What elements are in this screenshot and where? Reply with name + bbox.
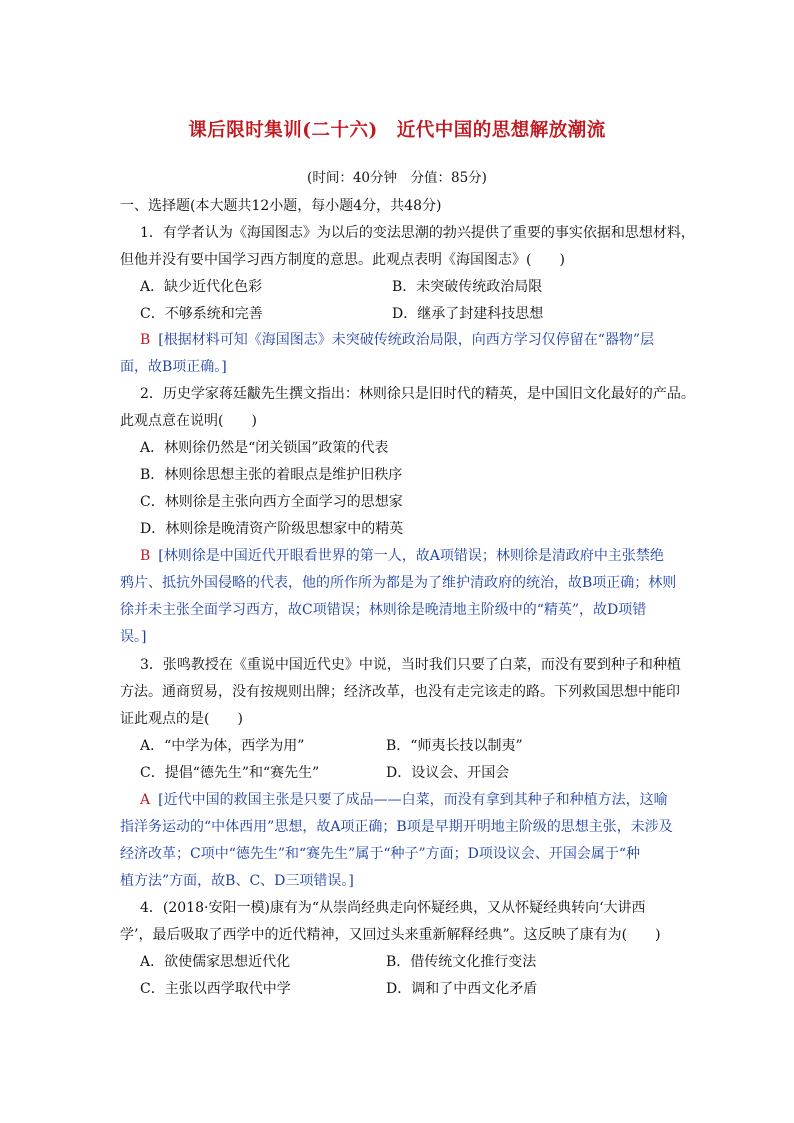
q2-analysis-line xyxy=(140,547,664,565)
q2-answer-letter: B xyxy=(140,548,151,564)
q3-analysis-line xyxy=(140,791,668,809)
q2-option-c: C．林则徐是主张向西方全面学习的思想家 xyxy=(140,494,403,510)
q3-option-c: C．提倡“德先生”和“赛先生” xyxy=(140,765,320,781)
q3-option-a: A．“中学为体，西学为用” xyxy=(140,738,305,754)
q4-option-d: D．调和了中西文化矛盾 xyxy=(386,981,538,997)
q2-analysis-line: 徐并未主张全面学习西方，故C项错误；林则徐是晚清地主阶级中的“精英”，故D项错 xyxy=(120,602,647,618)
q1-answer-letter: B xyxy=(140,332,151,348)
q4-stem-line: 学’，最后吸取了西学中的近代精神，又回过头来重新解释经典”。这反映了康有为( ) xyxy=(120,927,661,943)
q3-analysis-line: 植方法”方面，故B、C、D三项错误。] xyxy=(120,873,354,889)
q1-stem-line: 1．有学者认为《海国图志》为以后的变法思潮的勃兴提供了重要的事实依据和思想材料， xyxy=(140,225,695,241)
q3-option-d: D．设议会、开国会 xyxy=(386,765,510,781)
q3-analysis-line: 经济改革；C项中“德先生”和“赛先生”属于“种子”方面；D项设议会、开国会属于“种 xyxy=(120,846,641,862)
q4-option-c: C．主张以西学取代中学 xyxy=(140,981,291,997)
q3-stem-line: 方法。通商贸易，没有按规则出牌；经济改革，也没有走完该走的路。下列救国思想中能印 xyxy=(120,684,680,700)
time-score-line: (时间：40分钟 分值：85分) xyxy=(307,170,487,186)
q2-analysis-text: [林则徐是中国近代开眼看世界的第一人，故A项错误；林则徐是清政府中主张禁绝 xyxy=(158,548,664,564)
q1-option-b: B．未突破传统政治局限 xyxy=(392,279,543,295)
q3-stem-line: 证此观点的是( ) xyxy=(120,711,243,727)
q3-option-b: B．“师夷长技以制夷” xyxy=(386,738,523,754)
q3-answer-letter: A xyxy=(140,792,151,808)
q1-option-c: C．不够系统和完善 xyxy=(140,306,263,322)
q2-analysis-line: 鸦片、抵抗外国侵略的代表，他的所作所为都是为了维护清政府的统治，故B项正确；林则 xyxy=(120,575,677,591)
q2-stem-line: 2．历史学家蒋廷黻先生撰文指出：林则徐只是旧时代的精英，是中国旧文化最好的产品。 xyxy=(140,386,695,402)
q1-stem-line: 但他并没有要中国学习西方制度的意思。此观点表明《海国图志》( ) xyxy=(120,252,565,268)
q1-option-a: A．缺少近代化色彩 xyxy=(140,279,263,295)
q3-analysis-line: 指洋务运动的“中体西用”思想，故A项正确；B项是早期开明地主阶级的思想主张，未涉及 xyxy=(120,819,673,835)
section-heading: 一、选择题(本大题共12小题，每小题4分，共48分) xyxy=(120,198,442,214)
q2-analysis-line: 误。] xyxy=(120,629,147,645)
q2-option-b: B．林则徐思想主张的着眼点是维护旧秩序 xyxy=(140,467,403,483)
q1-analysis-line xyxy=(140,331,654,349)
q3-stem-line: 3．张鸣教授在《重说中国近代史》中说，当时我们只要了白菜，而没有要到种子和种植 xyxy=(140,657,681,673)
q1-option-d: D．继承了封建科技思想 xyxy=(392,306,544,322)
page-title: 课后限时集训(二十六) 近代中国的思想解放潮流 xyxy=(188,120,606,141)
q1-analysis-line: 面，故B项正确。] xyxy=(120,359,227,375)
q2-stem-line: 此观点意在说明( ) xyxy=(120,413,257,429)
q1-analysis-text: [根据材料可知《海国图志》未突破传统政治局限，向西方学习仅停留在“器物”层 xyxy=(158,332,655,348)
q3-analysis-text: [近代中国的救国主张是只要了成品——白菜，而没有拿到其种子和种植方法，这喻 xyxy=(158,792,668,808)
q4-option-b: B．借传统文化推行变法 xyxy=(386,954,537,970)
q4-stem-line: 4．(2018·安阳一模)康有为“从崇尚经典走向怀疑经典，又从怀疑经典转向‘大讲西 xyxy=(140,900,646,916)
q2-option-a: A．林则徐仍然是“闭关锁国”政策的代表 xyxy=(140,440,389,456)
q4-option-a: A．欲使儒家思想近代化 xyxy=(140,954,291,970)
q2-option-d: D．林则徐是晚清资产阶级思想家中的精英 xyxy=(140,521,404,537)
